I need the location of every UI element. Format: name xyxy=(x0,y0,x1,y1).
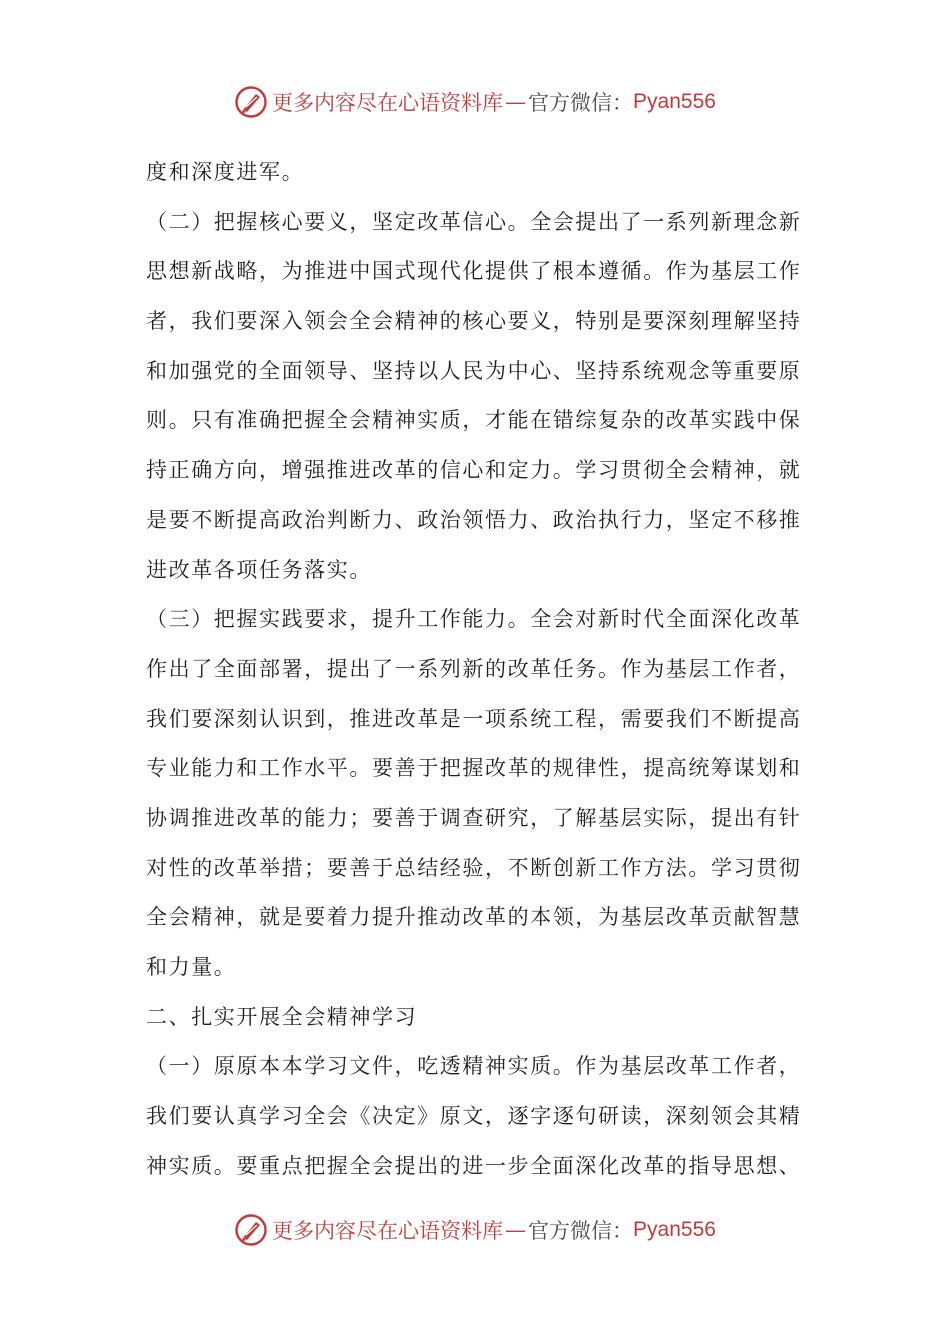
watermark-site-name: 更多内容尽在心语资料库 xyxy=(272,91,504,115)
footer-watermark xyxy=(0,1210,950,1250)
watermark-label: 官方微信： xyxy=(528,1219,634,1243)
text-line: 和力量。 xyxy=(146,955,237,979)
text-line: （二）把握核心要义，坚定改革信心。全会提出了一系列新理念新 xyxy=(146,209,802,234)
watermark-separator: — xyxy=(505,1218,527,1242)
text-line: 和加强党的全面领导、坚持以人民为中心、坚持系统观念等重要原 xyxy=(146,358,802,383)
watermark-site-name: 更多内容尽在心语资料库 xyxy=(272,1219,504,1243)
header-watermark xyxy=(0,82,950,122)
text-line: 全会精神，就是要着力提升推动改革的本领，为基层改革贡献智慧 xyxy=(146,905,802,930)
section-heading: 二、扎实开展全会精神学习 xyxy=(146,1004,418,1029)
text-line: 持正确方向，增强推进改革的信心和定力。学习贯彻全会精神，就 xyxy=(146,458,802,483)
text-line: 度和深度进军。 xyxy=(146,160,305,184)
watermark-separator: — xyxy=(505,90,527,114)
pen-logo-icon xyxy=(234,85,268,119)
text-line: 者，我们要深入领会全会精神的核心要义，特别是要深刻理解坚持 xyxy=(146,309,802,334)
text-line: 专业能力和工作水平。要善于把握改革的规律性，提高统筹谋划和 xyxy=(146,756,802,781)
text-line: 协调推进改革的能力；要善于调查研究，了解基层实际，提出有针 xyxy=(146,805,802,830)
watermark-wechat-id: Pyan556 xyxy=(633,1218,716,1241)
text-line: 神实质。要重点把握全会提出的进一步全面深化改革的指导思想、 xyxy=(146,1153,802,1178)
text-line: 对性的改革举措；要善于总结经验，不断创新工作方法。学习贯彻 xyxy=(146,855,802,880)
text-line: 则。只有准确把握全会精神实质，才能在错综复杂的改革实践中保 xyxy=(146,408,802,433)
text-line: 思想新战略，为推进中国式现代化提供了根本遵循。作为基层工作 xyxy=(146,259,802,284)
watermark-wechat-id: Pyan556 xyxy=(633,90,716,113)
text-line: 是要不断提高政治判断力、政治领悟力、政治执行力，坚定不移推 xyxy=(146,507,802,532)
text-line: 我们要深刻认识到，推进改革是一项系统工程，需要我们不断提高 xyxy=(146,706,802,731)
watermark-label: 官方微信： xyxy=(528,91,634,115)
document-body xyxy=(146,148,806,1191)
text-line: （一）原原本本学习文件，吃透精神实质。作为基层改革工作者， xyxy=(146,1054,802,1079)
text-line: 我们要认真学习全会《决定》原文，逐字逐句研读，深刻领会其精 xyxy=(146,1104,802,1129)
text-line: 进改革各项任务落实。 xyxy=(146,557,372,582)
pen-logo-icon xyxy=(234,1213,268,1247)
text-line: （三）把握实践要求，提升工作能力。全会对新时代全面深化改革 xyxy=(146,607,802,632)
text-line: 作出了全面部署，提出了一系列新的改革任务。作为基层工作者， xyxy=(146,656,802,681)
